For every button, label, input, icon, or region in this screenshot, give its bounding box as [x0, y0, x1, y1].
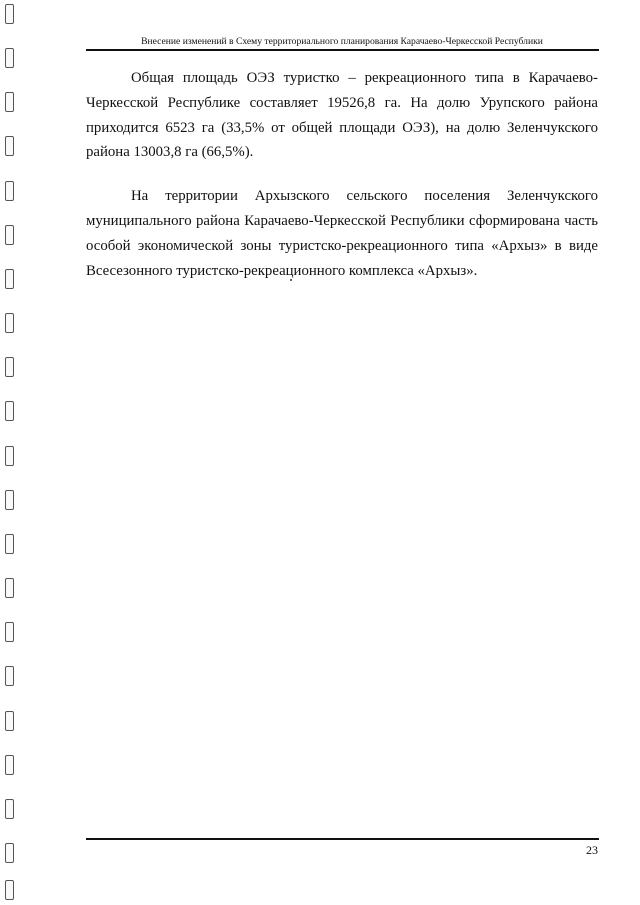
binding-hole	[5, 181, 14, 201]
binding-hole	[5, 313, 14, 333]
binding-hole	[5, 269, 14, 289]
binding-hole	[5, 136, 14, 156]
body-text	[86, 66, 598, 283]
binding-hole	[5, 755, 14, 775]
binding-hole	[5, 799, 14, 819]
binding-hole	[5, 446, 14, 466]
paragraph: Общая площадь ОЭЗ туристко – рекреационного типа в Карачаево-Черкесской Республике составляет 19526,8 га. На долю Урупского района приходится 6523 га (33,5% от общей площади ОЭЗ), на долю Зеленчукского района 13003,8 га (66,5%).	[86, 70, 598, 161]
binding-hole	[5, 711, 14, 731]
binding-hole	[5, 225, 14, 245]
page-number: 23	[586, 843, 598, 857]
binding-hole	[5, 401, 14, 421]
paragraph: На территории Архызского сельского поселения Зеленчукского муниципального района Карачаево-Черкесской Республики сформирована часть особой экономической зоны туристско-рекреационного типа «Архыз» в виде Всесезонного туристско-рекреационного комплекса «Архыз».	[86, 188, 598, 279]
header-divider	[86, 49, 599, 51]
binding-hole	[5, 666, 14, 686]
binding-hole	[5, 578, 14, 598]
binding-hole	[5, 92, 14, 112]
binding-hole	[5, 880, 14, 900]
binding-hole	[5, 490, 14, 510]
binding-hole	[5, 534, 14, 554]
running-header: Внесение изменений в Схему территориального планирования Карачаево-Черкесской Республики	[141, 36, 543, 47]
footer-divider	[86, 838, 599, 840]
binding-hole	[5, 48, 14, 68]
binding-hole	[5, 622, 14, 642]
binding-hole	[5, 843, 14, 863]
binding-hole	[5, 357, 14, 377]
binding-holes	[0, 0, 20, 905]
scan-speck	[290, 279, 292, 281]
binding-hole	[5, 4, 14, 24]
